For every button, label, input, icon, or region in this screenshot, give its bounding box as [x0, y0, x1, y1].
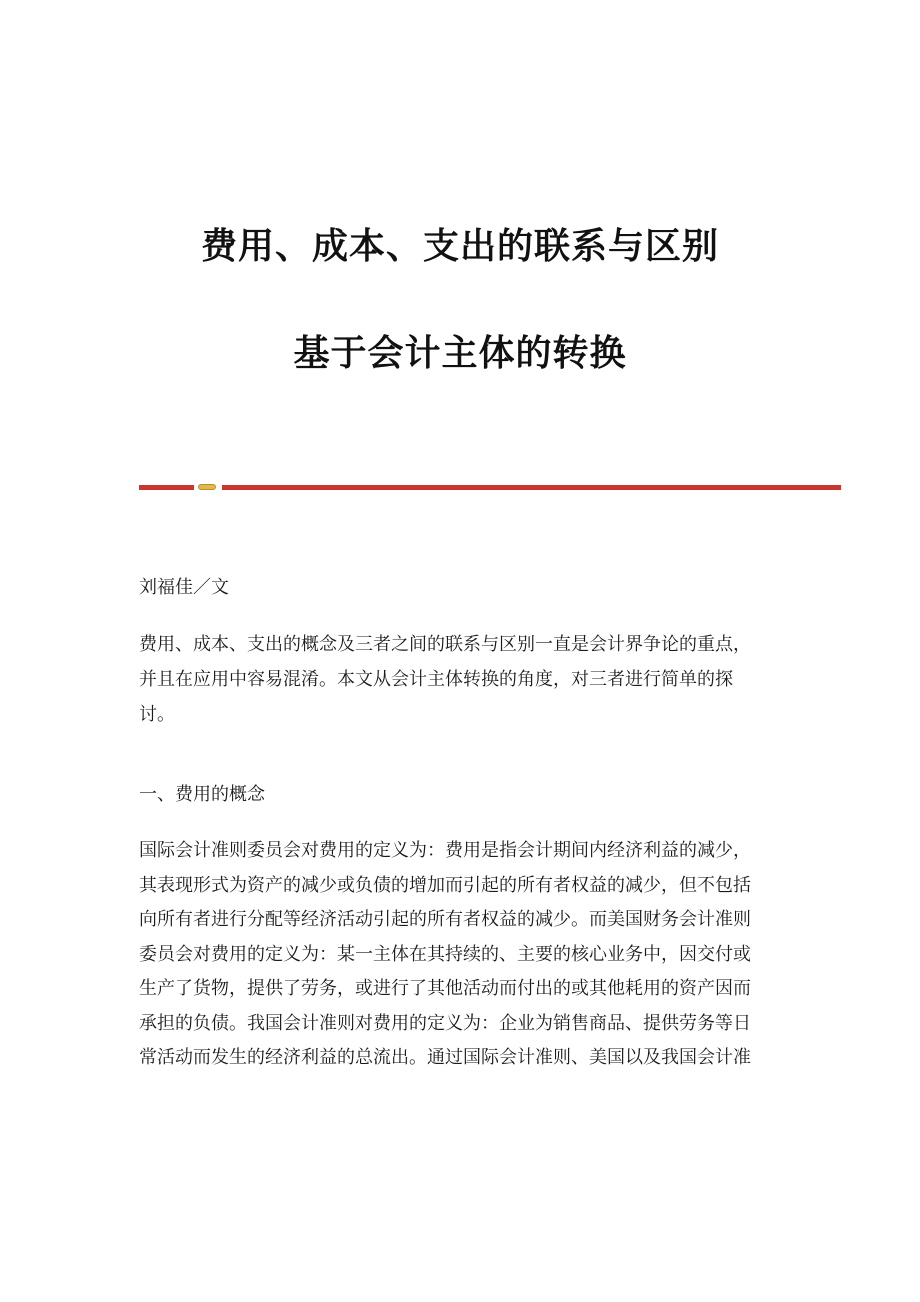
paragraph-line: 常活动而发生的经济利益的总流出。通过国际会计准则、美国以及我国会计准 [139, 1047, 751, 1068]
section-heading: 一、费用的概念 [139, 784, 265, 805]
paragraph-line: 向所有者进行分配等经济活动引起的所有者权益的减少。而美国财务会计准则 [139, 909, 751, 930]
paragraph-line: 其表现形式为资产的减少或负债的增加而引起的所有者权益的减少，但不包括 [139, 874, 751, 896]
paragraph-line: 并且在应用中容易混淆。本文从会计主体转换的角度，对三者进行简单的探 [139, 669, 733, 690]
paragraph-line: 承担的负债。我国会计准则对费用的定义为：企业为销售商品、提供劳务等日 [139, 1012, 751, 1034]
document-subtitle: 基于会计主体的转换 [293, 333, 627, 374]
paragraph-line: 国际会计准则委员会对费用的定义为：费用是指会计期间内经济利益的减少， [139, 840, 751, 861]
divider-ornament-icon [198, 484, 216, 490]
paragraph-line: 生产了货物，提供了劳务，或进行了其他活动而付出的或其他耗用的资产因而 [139, 978, 751, 999]
intro-paragraph [139, 628, 779, 733]
document-title: 费用、成本、支出的联系与区别 [200, 226, 719, 267]
paragraph-line: 讨。 [139, 704, 175, 725]
paragraph-line: 费用、成本、支出的概念及三者之间的联系与区别一直是会计界争论的重点， [139, 634, 751, 655]
author-byline: 刘福佳／文 [139, 577, 229, 598]
paragraph-line: 委员会对费用的定义为：某一主体在其持续的、主要的核心业务中，因交付或 [139, 943, 751, 965]
section-paragraph [139, 834, 779, 1076]
title-divider-left [139, 485, 194, 490]
title-divider-right [222, 485, 841, 490]
